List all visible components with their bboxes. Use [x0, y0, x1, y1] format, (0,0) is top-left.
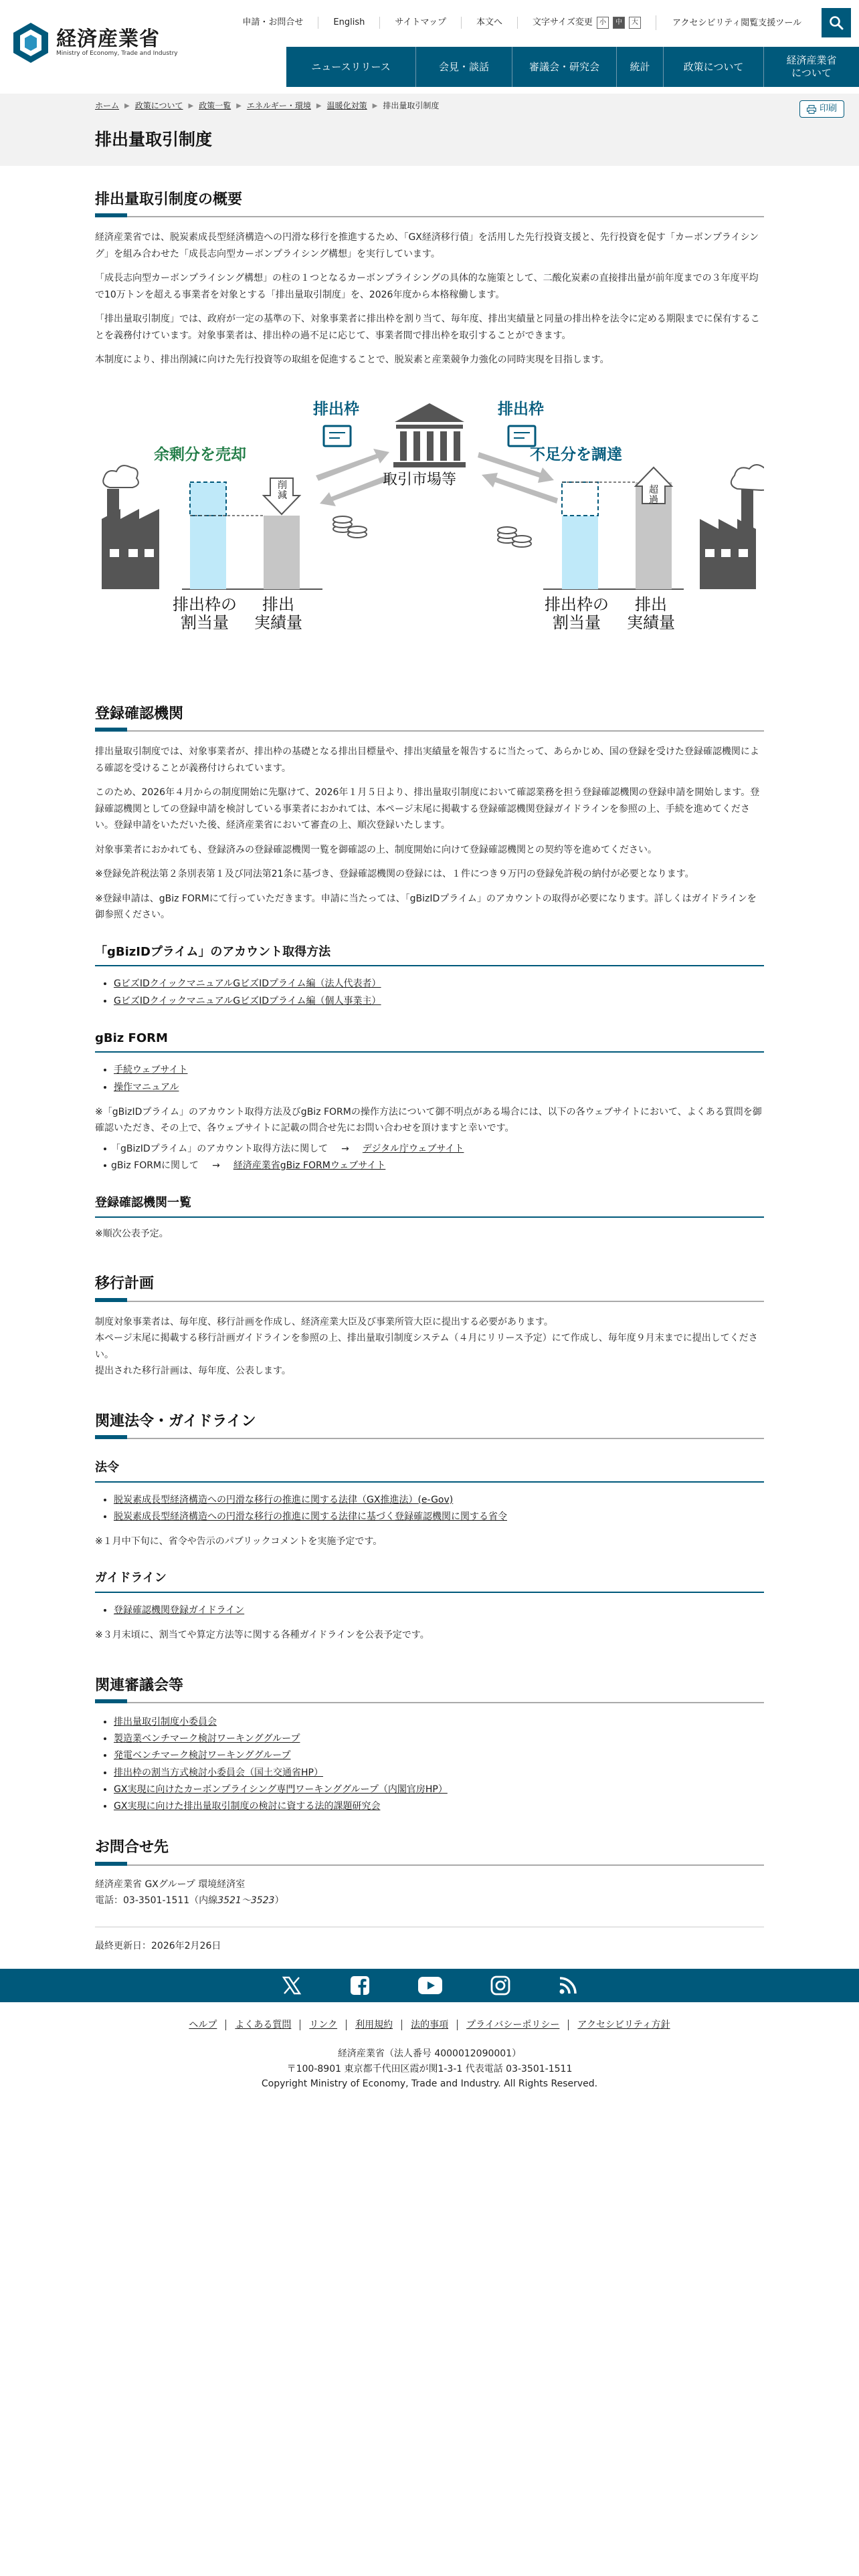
- contact-row-label: • gBiz FORMに関して: [111, 1160, 199, 1171]
- overview-heading: 排出量取引制度の概要: [95, 187, 764, 217]
- util-link-sitemap[interactable]: サイトマップ: [380, 17, 462, 29]
- breadcrumb-current: 排出量取引制度: [383, 101, 440, 110]
- registration-list-note: ※順次公表予定。: [95, 1228, 169, 1239]
- footer-postal-address: 〒100-8901 東京都千代田区霞が関1-3-1 代表電話 03-3501-1511: [286, 2063, 573, 2074]
- transition-plan-section: [95, 1271, 764, 1379]
- registration-guideline-link[interactable]: 登録確認機関登録ガイドライン: [114, 1605, 245, 1616]
- gbizid-manual-individual-link[interactable]: GビズIDクイックマニュアルGビズIDプライム編（個人事業主）: [114, 995, 381, 1006]
- council-link-2[interactable]: 製造業ベンチマーク検討ワーキンググループ: [114, 1733, 300, 1745]
- contact-note: ※「gBizIDプライム」のアカウント取得方法及びgBiz FORMの操作方法について御不明点がある場合には、以下の各ウェブサイトにおいて、よくある質問を御確認いただき、その上で、各ウェブサイトに記載の問合せ先にお問い合わせを頂けますと幸いです。: [95, 1106, 762, 1134]
- registration-note-2: ※登録申請は、gBiz FORMにて行っていただきます。申請に当たっては、「gBizIDプライム」のアカウントの取得が必要になります。詳しくはガイドラインを御参照ください。: [95, 893, 757, 921]
- footer-copyright: Copyright Ministry of Economy, Trade and Industry. All Rights Reserved.: [261, 2078, 598, 2089]
- list-item: [114, 1747, 764, 1764]
- law-heading: 法令: [95, 1458, 764, 1483]
- overview-paragraph-1: 経済産業省では、脱炭素成長型経済構造への円滑な移行を推進するため、「GX経済移行債」を活用した先行投資支援と、先行投資を促す「カーボンプライシング」を組み合わせた「成長志向型カーボンプライシング構想」を実行しています。: [95, 232, 759, 259]
- councils-heading: 関連審議会等: [95, 1673, 764, 1703]
- title-band: [0, 94, 859, 166]
- market-label: 取引市場等: [383, 471, 457, 488]
- contact-org: 経済産業省 GXグループ 環境経済室: [95, 1879, 246, 1890]
- right-allowance-label: 排出枠: [498, 400, 544, 418]
- x-icon[interactable]: [282, 1975, 302, 1996]
- registration-list-heading: 登録確認機関一覧: [95, 1193, 764, 1218]
- law-note: ※１月中下旬に、省令や告示のパブリックコメントを実施予定です。: [95, 1535, 383, 1547]
- footer-link-links[interactable]: リンク: [300, 2020, 347, 2030]
- list-item: [114, 1765, 764, 1782]
- list-item: [114, 976, 764, 992]
- registration-section: [95, 702, 764, 1242]
- overview-paragraph-3: 「排出量取引制度」では、政府が一定の基準の下、対象事業者に排出枠を割り当て、毎年度、排出実績量と同量の排出枠を法令に定める期限までに保有することを義務付けています。対象事業者は、排出枠の過不足に応じて、事業者間で排出枠を取引することができます。: [95, 314, 760, 341]
- registration-note-1: ※登録免許税法第２条別表第１及び同法第21条に基づき、登録確認機関の登録には、１件につき９万円の登録免許税の納付が必要となります。: [95, 869, 694, 880]
- site-footer: [0, 1969, 859, 2091]
- guideline-link-list: [95, 1602, 764, 1619]
- council-link-4[interactable]: 排出枠の割当方式検討小委員会（国土交通省HP）: [114, 1767, 323, 1778]
- search-icon: [829, 15, 844, 30]
- gbizform-link-list: [95, 1062, 764, 1095]
- registration-paragraph-2: このため、2026年４月からの制度開始に先駆けて、2026年１月５日より、排出量取引制度において確認業務を担う登録確認機関の登録申請を開始します。登録確認機関としての登録申請を検討している事業者におかれては、本ページ末尾に掲載する登録確認機関登録ガイドラインを参照の上、手続を進めてください。登録申請をいただいた後、経済産業省において審査の上、順次登録いたします。: [95, 787, 760, 831]
- contact-tel-ext: 3521〜3523: [217, 1895, 275, 1907]
- arrow-icon: →: [212, 1160, 220, 1171]
- site-header: [0, 0, 859, 94]
- nav-news-release[interactable]: ニュースリリース: [286, 47, 416, 87]
- right-caption: 不足分を調達: [530, 445, 622, 463]
- list-item: [114, 1798, 764, 1815]
- global-nav: [286, 47, 859, 87]
- guideline-note: ※３月末頃に、割当てや算定方法等に関する各種ガイドラインを公表予定です。: [95, 1630, 430, 1641]
- list-item: [114, 1602, 764, 1619]
- breadcrumb-warming-measures[interactable]: 温暖化対策: [326, 101, 367, 110]
- font-size-small-button[interactable]: 小: [597, 17, 609, 29]
- excess-label: 超過: [649, 484, 658, 506]
- util-link-contact[interactable]: 申請・お問合せ: [227, 17, 318, 29]
- list-item: [114, 1782, 764, 1798]
- accessibility-line2: 閲覧支援ツール: [741, 17, 801, 28]
- gx-act-link[interactable]: 脱炭素成長型経済構造への円滑な移行の推進に関する法律（GX推進法）(e-Gov): [114, 1494, 454, 1505]
- nav-policies[interactable]: 政策について: [664, 47, 764, 87]
- contact-info: [95, 1876, 764, 1909]
- list-item: [114, 1062, 764, 1079]
- accessibility-line1: アクセシビリティ: [672, 17, 741, 28]
- reduce-label: 削減: [278, 479, 287, 502]
- council-link-3[interactable]: 発電ベンチマーク検討ワーキンググループ: [114, 1750, 291, 1761]
- guideline-heading: ガイドライン: [95, 1568, 764, 1593]
- transition-line-1: 制度対象事業者は、毎年度、移行計画を作成し、経済産業大臣及び事業所管大臣に提出する必要があります。: [95, 1316, 553, 1327]
- font-size-label: 文字サイズ変更: [532, 17, 593, 27]
- footer-link-privacy[interactable]: プライバシーポリシー: [458, 2020, 569, 2030]
- procedure-website-link[interactable]: 手続ウェブサイト: [114, 1065, 188, 1076]
- meti-logo-icon: [12, 21, 50, 64]
- registration-paragraph-1: 排出量取引制度では、対象事業者が、排出枠の基礎となる排出目標量や、排出実績量を報告するに当たって、あらかじめ、国の登録を受けた登録確認機関による確認を受けることが義務付けられています。: [95, 746, 759, 774]
- digital-agency-link[interactable]: デジタル庁ウェブサイト: [362, 1143, 464, 1154]
- list-item: [114, 1492, 764, 1509]
- left-alloc-label: 排出枠の 割当量: [173, 595, 237, 633]
- footer-links: [0, 2020, 859, 2030]
- nav-about-line2: について: [791, 67, 832, 79]
- list-item: [114, 1509, 764, 1525]
- contact-tel-suffix: ）: [274, 1895, 284, 1907]
- ministerial-ordinance-link[interactable]: 脱炭素成長型経済構造への円滑な移行の推進に関する法律に基づく登録確認機関に関する省令: [114, 1511, 507, 1522]
- footer-address: [0, 2046, 859, 2091]
- nav-about-line1: 経済産業省: [786, 54, 837, 66]
- council-link-5[interactable]: GX実現に向けたカーボンプライシング専門ワーキンググループ（内閣官房HP）: [114, 1784, 448, 1795]
- gbizid-link-list: [95, 976, 764, 1009]
- social-bar: [0, 1969, 859, 2002]
- left-allowance-label: 排出枠: [313, 400, 359, 418]
- registration-heading: 登録確認機関: [95, 702, 764, 732]
- footer-link-legal[interactable]: 法的事項: [402, 2020, 458, 2030]
- contact-heading: お問合せ先: [95, 1835, 764, 1865]
- contact-section: [95, 1835, 764, 1909]
- search-button[interactable]: [822, 8, 851, 37]
- utility-nav: [227, 0, 859, 45]
- right-actual-label: 排出 実績量: [627, 595, 675, 633]
- list-item: [114, 1731, 764, 1747]
- council-link-6[interactable]: GX実現に向けた排出量取引制度の検討に資する法的課題研究会: [114, 1801, 381, 1812]
- gbizid-manual-corporate-link[interactable]: GビズIDクイックマニュアルGビズIDプライム編（法人代表者）: [114, 978, 381, 990]
- overview-paragraph-2: 「成長志向型カーボンプライシング構想」の柱の１つとなるカーボンプライシングの具体的な施策として、二酸化炭素の直接排出量が前年度までの３年度平均で10万トンを超える事業者を対象とする「排出量取引制度」を、2026年度から本格稼働します。: [95, 273, 759, 300]
- list-item: [114, 1079, 764, 1096]
- council-link-1[interactable]: 排出量取引制度小委員会: [114, 1717, 217, 1728]
- footer-link-faq[interactable]: よくある質問: [226, 2020, 300, 2030]
- transition-line-3: 提出された移行計画は、毎年度、公表します。: [95, 1366, 291, 1377]
- facebook-icon[interactable]: [350, 1975, 370, 1996]
- contact-link-list: [95, 1141, 764, 1174]
- laws-heading: 関連法令・ガイドライン: [95, 1409, 764, 1439]
- instagram-icon[interactable]: [490, 1975, 510, 1996]
- print-label: 印刷: [819, 104, 837, 114]
- arrow-icon: →: [341, 1143, 349, 1154]
- gbizid-heading: 「gBizIDプライム」のアカウント取得方法: [95, 942, 764, 967]
- util-link-skip-to-content[interactable]: 本文へ: [462, 17, 518, 29]
- council-link-list: [95, 1714, 764, 1815]
- overview-paragraph-4: 本制度により、排出削減に向けた先行投資等の取組を促進することで、脱炭素と産業競争力強化の同時実現を目指します。: [95, 354, 609, 366]
- main-content: [0, 166, 859, 1954]
- nav-about-meti[interactable]: [764, 47, 859, 87]
- operation-manual-link[interactable]: 操作マニュアル: [114, 1081, 179, 1093]
- footer-link-help[interactable]: ヘルプ: [180, 2020, 226, 2030]
- nav-statistics[interactable]: 統計: [617, 47, 664, 87]
- emissions-trading-diagram: [95, 389, 764, 669]
- contact-tel: 電話：03-3501-1511（内線: [95, 1895, 218, 1907]
- law-link-list: [95, 1492, 764, 1525]
- left-caption: 余剰分を売却: [154, 445, 246, 463]
- footer-link-terms[interactable]: 利用規約: [347, 2020, 402, 2030]
- site-logo[interactable]: [12, 21, 178, 64]
- breadcrumb: ホーム ▶ 政策について ▶ 政策一覧 ▶ エネルギー・環境 ▶ 温暖化対策 ▶ 排出量取引制度: [95, 99, 439, 112]
- left-actual-label: 排出 実績量: [254, 595, 302, 633]
- breadcrumb-home[interactable]: ホーム: [95, 101, 120, 110]
- breadcrumb-energy-environment[interactable]: エネルギー・環境: [246, 101, 311, 110]
- list-item: [111, 1158, 764, 1174]
- last-updated: 最終更新日：2026年2月26日: [95, 1940, 221, 1951]
- youtube-icon[interactable]: [418, 1977, 442, 1994]
- meti-gbizform-link[interactable]: 経済産業省gBiz FORMウェブサイト: [233, 1160, 386, 1171]
- contact-row-label: • 「gBizIDプライム」のアカウント取得方法に関して: [111, 1143, 328, 1154]
- font-size-medium-button[interactable]: 中: [613, 17, 625, 29]
- rss-icon[interactable]: [559, 1976, 577, 1995]
- list-item: [111, 1141, 764, 1158]
- market-building-icon: [393, 403, 466, 467]
- footer-link-accessibility[interactable]: アクセシビリティ方針: [577, 2020, 670, 2031]
- logo-title: 経済産業省: [56, 27, 160, 51]
- right-factory-icon: [700, 465, 764, 589]
- logo-subtitle: Ministry of Economy, Trade and Industry: [56, 50, 178, 58]
- gbizform-heading: gBiz FORM: [95, 1029, 764, 1053]
- print-button[interactable]: [799, 100, 844, 118]
- font-size-switcher: [518, 15, 656, 30]
- page-title: 排出量取引制度: [95, 130, 213, 149]
- footer-corporate-number: 経済産業省（法人番号 4000012090001）: [337, 2048, 522, 2060]
- list-item: [114, 993, 764, 1010]
- nav-press-conference[interactable]: 会見・談話: [416, 47, 512, 87]
- registration-paragraph-3: 対象事業者におかれても、登録済みの登録確認機関一覧を御確認の上、制度開始に向けて登録確認機関との契約等を進めてください。: [95, 844, 657, 855]
- left-factory-icon: [102, 465, 159, 589]
- breadcrumb-policies[interactable]: 政策について: [134, 101, 183, 110]
- font-size-large-button[interactable]: 大: [629, 17, 641, 29]
- accessibility-tool-link[interactable]: [656, 17, 818, 29]
- list-item: [114, 1714, 764, 1731]
- breadcrumb-policy-list[interactable]: 政策一覧: [199, 101, 231, 110]
- transition-heading: 移行計画: [95, 1271, 764, 1301]
- overview-section: [95, 166, 764, 669]
- transition-text: [95, 1314, 764, 1380]
- nav-councils[interactable]: 審議会・研究会: [512, 47, 617, 87]
- right-alloc-label: 排出枠の 割当量: [545, 595, 609, 633]
- transition-line-2: 本ページ末尾に掲載する移行計画ガイドラインを参照の上、排出量取引制度システム（４月にリリース予定）にて作成し、毎年度９月末までに提出してください。: [95, 1333, 758, 1360]
- councils-section: [95, 1673, 764, 1816]
- laws-section: [95, 1409, 764, 1644]
- printer-icon: [807, 105, 816, 114]
- util-link-english[interactable]: English: [318, 17, 380, 29]
